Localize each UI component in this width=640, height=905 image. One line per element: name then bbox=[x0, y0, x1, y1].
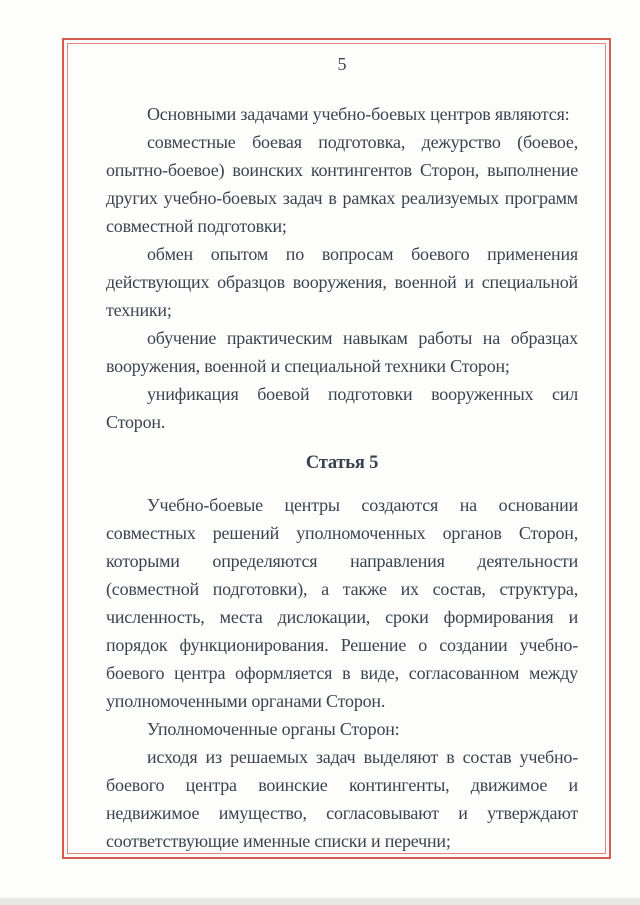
paragraph-intro: Основными задачами учебно-боевых центров являются: bbox=[147, 104, 570, 124]
paragraph-article5-creation: Учебно-боевые центры создаются на основании совместных решений уполномоченных органов Сторон, которыми определяются направления деятельности (совместной подготовки), а также их состав, структура, численность, места дислокации, сроки формирования и порядок функционирования. Решение о создании учебно-боевого центра оформляется в виде, согласованном между уполномоченными органами Сторон. bbox=[106, 495, 578, 711]
paragraph-authorized-bodies-lead: Уполномоченные органы Сторон: bbox=[147, 719, 400, 739]
paragraph-authorized-bodies-allocate: исходя из решаемых задач выделяют в состав учебно-боевого центра воинские контингенты, движимое и недвижимое имущество, согласовывают и утверждают соответствующие именные списки и перечни; bbox=[106, 747, 578, 851]
paragraph-task-unification: унификация боевой подготовки вооруженных сил Сторон. bbox=[106, 384, 578, 432]
article-heading: Статья 5 bbox=[305, 453, 379, 473]
document-body bbox=[106, 100, 578, 855]
paragraph-task-practical-skills: обучение практическим навыкам работы на образцах вооружения, военной и специальной техники Сторон; bbox=[106, 328, 578, 376]
paragraph-task-experience-exchange: обмен опытом по вопросам боевого применения действующих образцов вооружения, военной и специальной техники; bbox=[106, 244, 578, 320]
scan-edge-artifact bbox=[0, 898, 640, 905]
page-number: 5 bbox=[337, 54, 347, 74]
paragraph-task-joint-training: совместные боевая подготовка, дежурство (боевое, опытно-боевое) воинских контингентов Сторон, выполнение других учебно-боевых задач в рамках реализуемых программ совместной подготовки; bbox=[106, 132, 578, 236]
